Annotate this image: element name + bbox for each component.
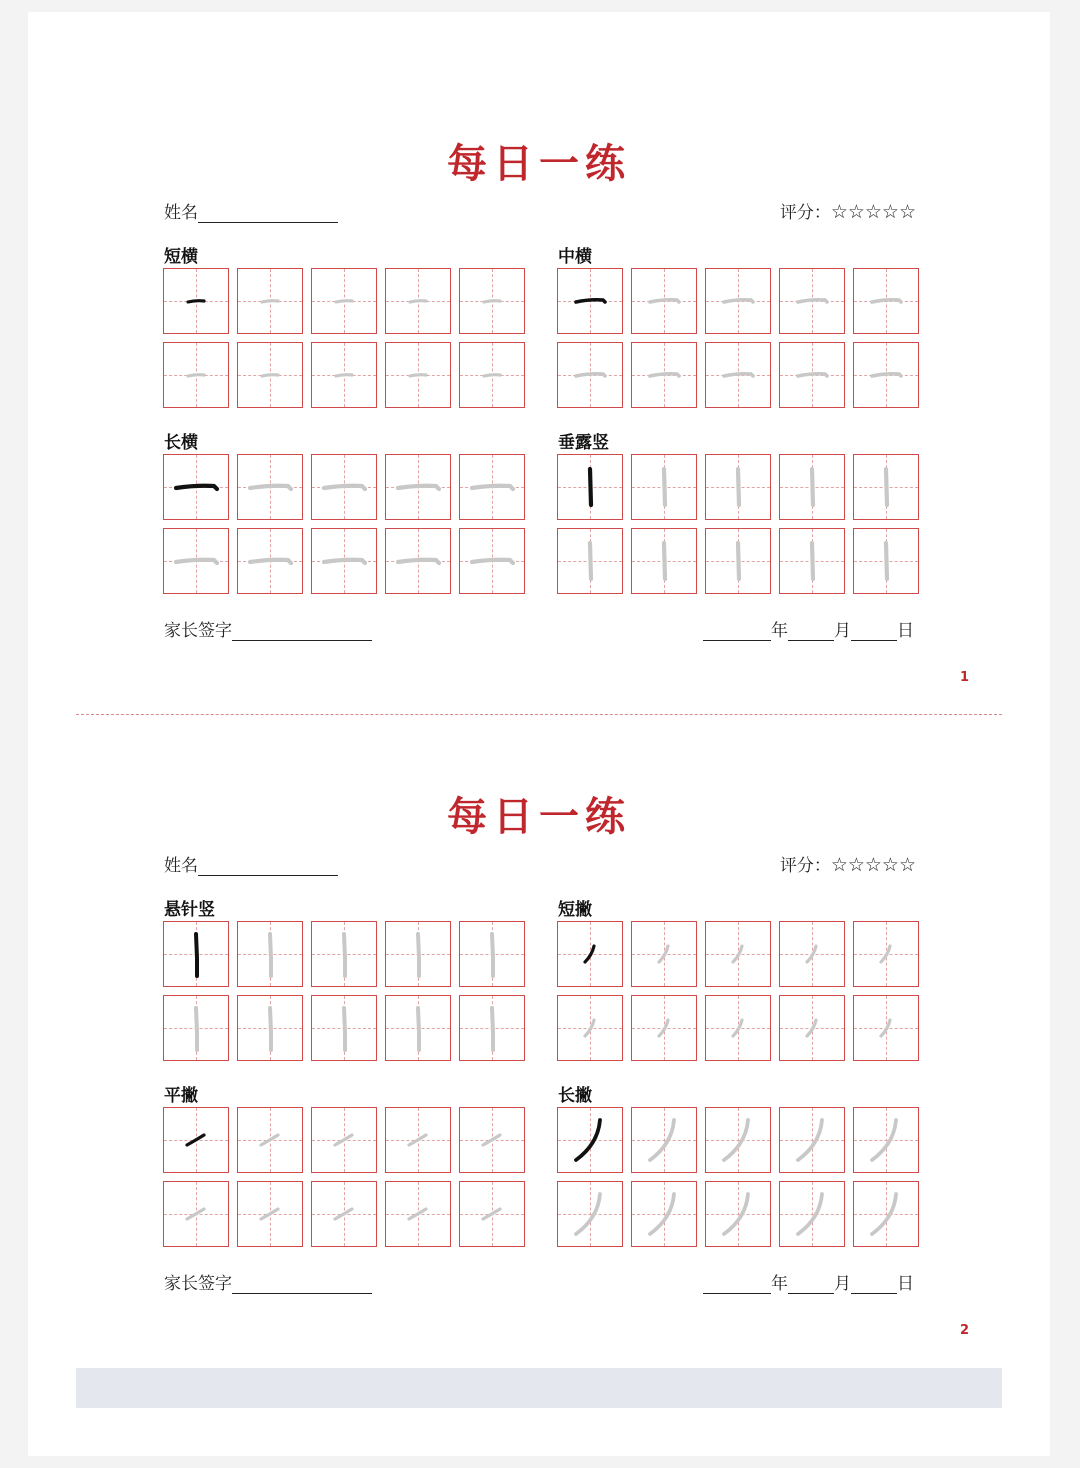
medium-horizontal-stroke-icon (854, 269, 918, 333)
tracing-cell[interactable] (459, 1181, 525, 1247)
tracing-cell[interactable] (631, 528, 697, 594)
tracing-cell[interactable] (459, 921, 525, 987)
short-horizontal-stroke-icon (460, 269, 524, 333)
suspended-needle-vertical-stroke-icon (312, 996, 376, 1060)
short-left-falling-stroke-icon (780, 996, 844, 1060)
day-blank[interactable] (851, 1273, 897, 1294)
parent-signature[interactable] (164, 616, 372, 641)
short-left-falling-stroke-icon (706, 922, 770, 986)
tracing-cell[interactable] (557, 342, 623, 408)
long-horizontal-stroke-icon (312, 455, 376, 519)
tracing-cell[interactable] (459, 528, 525, 594)
name-field[interactable] (164, 198, 338, 223)
flat-left-falling-stroke-icon (386, 1108, 450, 1172)
long-left-falling-stroke-icon (780, 1108, 844, 1172)
group-title: 悬针竖 (164, 900, 215, 920)
practice-grid (163, 268, 525, 408)
dew-drop-vertical-stroke-icon (558, 529, 622, 593)
tracing-cell[interactable] (853, 342, 919, 408)
practice-grid (163, 454, 525, 594)
tracing-cell[interactable] (385, 921, 451, 987)
short-horizontal-stroke-icon (164, 269, 228, 333)
tracing-cell[interactable] (237, 268, 303, 334)
name-field[interactable] (164, 851, 338, 876)
tracing-cell[interactable] (163, 342, 229, 408)
tracing-cell[interactable] (779, 454, 845, 520)
sign-blank[interactable] (232, 620, 372, 641)
tracing-cell[interactable] (705, 995, 771, 1061)
tracing-cell[interactable] (557, 528, 623, 594)
flat-left-falling-stroke-icon (312, 1108, 376, 1172)
tracing-cell[interactable] (385, 1181, 451, 1247)
practice-grid (557, 268, 919, 408)
suspended-needle-vertical-stroke-icon (238, 996, 302, 1060)
tracing-cell[interactable] (163, 528, 229, 594)
tracing-cell[interactable] (237, 921, 303, 987)
long-left-falling-stroke-icon (780, 1182, 844, 1246)
tracing-cell[interactable] (557, 1181, 623, 1247)
long-horizontal-stroke-icon (460, 455, 524, 519)
tracing-cell[interactable] (237, 342, 303, 408)
medium-horizontal-stroke-icon (558, 343, 622, 407)
tracing-cell[interactable] (705, 454, 771, 520)
long-horizontal-stroke-icon (386, 455, 450, 519)
sheet-2 (28, 665, 1050, 1338)
sign-label: 家长签字 (164, 1274, 232, 1294)
tracing-cell[interactable] (631, 1181, 697, 1247)
tracing-cell[interactable] (779, 1107, 845, 1173)
group-title: 短横 (164, 247, 198, 267)
long-horizontal-stroke-icon (238, 455, 302, 519)
page-number: 2 (960, 1323, 970, 1338)
medium-horizontal-stroke-icon (780, 269, 844, 333)
tracing-cell[interactable] (385, 1107, 451, 1173)
long-left-falling-stroke-icon (558, 1108, 622, 1172)
tracing-cell[interactable] (459, 454, 525, 520)
tracing-cell[interactable] (631, 454, 697, 520)
tracing-cell[interactable] (237, 995, 303, 1061)
date-field[interactable] (703, 1269, 914, 1294)
short-horizontal-stroke-icon (164, 343, 228, 407)
model-cell[interactable] (557, 454, 623, 520)
short-left-falling-stroke-icon (854, 996, 918, 1060)
tracing-cell[interactable] (705, 1181, 771, 1247)
name-blank[interactable] (198, 202, 338, 223)
tracing-cell[interactable] (853, 1107, 919, 1173)
tracing-cell[interactable] (779, 342, 845, 408)
year-label: 年 (771, 621, 788, 641)
dew-drop-vertical-stroke-icon (706, 455, 770, 519)
tracing-cell[interactable] (631, 268, 697, 334)
group-title: 平撇 (164, 1086, 198, 1106)
tracing-cell[interactable] (705, 1107, 771, 1173)
month-label: 月 (834, 1274, 851, 1294)
name-label: 姓名 (164, 203, 198, 223)
medium-horizontal-stroke-icon (632, 343, 696, 407)
tracing-cell[interactable] (385, 268, 451, 334)
tracing-cell[interactable] (459, 995, 525, 1061)
tracing-cell[interactable] (853, 995, 919, 1061)
suspended-needle-vertical-stroke-icon (164, 922, 228, 986)
tracing-cell[interactable] (311, 921, 377, 987)
practice-grid (557, 921, 919, 1061)
group-title: 垂露竖 (558, 433, 609, 453)
flat-left-falling-stroke-icon (386, 1182, 450, 1246)
bottom-bar (76, 1368, 1002, 1408)
flat-left-falling-stroke-icon (460, 1108, 524, 1172)
dew-drop-vertical-stroke-icon (632, 529, 696, 593)
dew-drop-vertical-stroke-icon (706, 529, 770, 593)
flat-left-falling-stroke-icon (238, 1108, 302, 1172)
tracing-cell[interactable] (385, 454, 451, 520)
tracing-cell[interactable] (631, 921, 697, 987)
long-left-falling-stroke-icon (632, 1182, 696, 1246)
tracing-cell[interactable] (705, 921, 771, 987)
suspended-needle-vertical-stroke-icon (312, 922, 376, 986)
long-horizontal-stroke-icon (460, 529, 524, 593)
tracing-cell[interactable] (853, 921, 919, 987)
long-left-falling-stroke-icon (854, 1182, 918, 1246)
short-horizontal-stroke-icon (460, 343, 524, 407)
medium-horizontal-stroke-icon (706, 343, 770, 407)
tracing-cell[interactable] (237, 1107, 303, 1173)
long-horizontal-stroke-icon (164, 529, 228, 593)
tracing-cell[interactable] (385, 528, 451, 594)
long-left-falling-stroke-icon (854, 1108, 918, 1172)
tracing-cell[interactable] (385, 995, 451, 1061)
long-left-falling-stroke-icon (706, 1108, 770, 1172)
month-blank[interactable] (788, 1273, 834, 1294)
tracing-cell[interactable] (779, 921, 845, 987)
short-horizontal-stroke-icon (312, 343, 376, 407)
tracing-cell[interactable] (631, 995, 697, 1061)
day-label: 日 (897, 1274, 914, 1294)
tracing-cell[interactable] (705, 342, 771, 408)
tracing-cell[interactable] (237, 528, 303, 594)
score-label: 评分： (779, 203, 831, 223)
long-left-falling-stroke-icon (706, 1182, 770, 1246)
model-cell[interactable] (557, 268, 623, 334)
tracing-cell[interactable] (631, 1107, 697, 1173)
medium-horizontal-stroke-icon (854, 343, 918, 407)
flat-left-falling-stroke-icon (238, 1182, 302, 1246)
model-cell[interactable] (163, 921, 229, 987)
short-horizontal-stroke-icon (386, 343, 450, 407)
short-left-falling-stroke-icon (854, 922, 918, 986)
month-label: 月 (834, 621, 851, 641)
tracing-cell[interactable] (779, 1181, 845, 1247)
practice-grid (163, 921, 525, 1061)
model-cell[interactable] (163, 1107, 229, 1173)
group-title: 长横 (164, 433, 198, 453)
tracing-cell[interactable] (237, 454, 303, 520)
dew-drop-vertical-stroke-icon (780, 455, 844, 519)
tracing-cell[interactable] (705, 528, 771, 594)
tracing-cell[interactable] (163, 1181, 229, 1247)
sheet-title: 每日一练 (447, 793, 631, 840)
sign-blank[interactable] (232, 1273, 372, 1294)
tracing-cell[interactable] (557, 995, 623, 1061)
suspended-needle-vertical-stroke-icon (386, 922, 450, 986)
day-label: 日 (897, 621, 914, 641)
tracing-cell[interactable] (459, 268, 525, 334)
tracing-cell[interactable] (385, 342, 451, 408)
suspended-needle-vertical-stroke-icon (238, 922, 302, 986)
score-label: 评分： (779, 856, 831, 876)
flat-left-falling-stroke-icon (460, 1182, 524, 1246)
name-blank[interactable] (198, 855, 338, 876)
tracing-cell[interactable] (311, 268, 377, 334)
tracing-cell[interactable] (853, 528, 919, 594)
practice-grid (557, 454, 919, 594)
rating-stars[interactable]: ☆☆☆☆☆ (830, 854, 916, 876)
year-label: 年 (771, 1274, 788, 1294)
long-horizontal-stroke-icon (238, 529, 302, 593)
flat-left-falling-stroke-icon (164, 1182, 228, 1246)
dew-drop-vertical-stroke-icon (854, 455, 918, 519)
group-title: 长撇 (558, 1086, 592, 1106)
short-horizontal-stroke-icon (238, 269, 302, 333)
tracing-cell[interactable] (237, 1181, 303, 1247)
practice-grid (557, 1107, 919, 1247)
tracing-cell[interactable] (779, 995, 845, 1061)
sheet-title: 每日一练 (447, 140, 631, 187)
short-left-falling-stroke-icon (558, 996, 622, 1060)
year-blank[interactable] (703, 620, 771, 641)
long-horizontal-stroke-icon (386, 529, 450, 593)
short-horizontal-stroke-icon (312, 269, 376, 333)
short-left-falling-stroke-icon (632, 996, 696, 1060)
year-blank[interactable] (703, 1273, 771, 1294)
suspended-needle-vertical-stroke-icon (386, 996, 450, 1060)
day-blank[interactable] (851, 620, 897, 641)
short-horizontal-stroke-icon (238, 343, 302, 407)
tracing-cell[interactable] (311, 1107, 377, 1173)
score-field (780, 198, 916, 223)
dew-drop-vertical-stroke-icon (780, 529, 844, 593)
score-field (780, 851, 916, 876)
tracing-cell[interactable] (311, 342, 377, 408)
long-left-falling-stroke-icon (632, 1108, 696, 1172)
model-cell[interactable] (557, 921, 623, 987)
tracing-cell[interactable] (779, 528, 845, 594)
tracing-cell[interactable] (311, 454, 377, 520)
sheet-1 (28, 12, 1050, 685)
group-title: 中横 (558, 247, 592, 267)
page-number: 1 (960, 670, 970, 685)
tracing-cell[interactable] (705, 268, 771, 334)
tracing-cell[interactable] (459, 342, 525, 408)
date-field[interactable] (703, 616, 914, 641)
tracing-cell[interactable] (459, 1107, 525, 1173)
tracing-cell[interactable] (163, 995, 229, 1061)
dew-drop-vertical-stroke-icon (558, 455, 622, 519)
sign-label: 家长签字 (164, 621, 232, 641)
short-left-falling-stroke-icon (780, 922, 844, 986)
model-cell[interactable] (163, 454, 229, 520)
short-horizontal-stroke-icon (386, 269, 450, 333)
practice-grid (163, 1107, 525, 1247)
tracing-cell[interactable] (779, 268, 845, 334)
dew-drop-vertical-stroke-icon (854, 529, 918, 593)
group-title: 短撇 (558, 900, 592, 920)
tracing-cell[interactable] (311, 528, 377, 594)
tracing-cell[interactable] (311, 995, 377, 1061)
medium-horizontal-stroke-icon (632, 269, 696, 333)
short-left-falling-stroke-icon (706, 996, 770, 1060)
month-blank[interactable] (788, 620, 834, 641)
worksheet-paper (28, 12, 1050, 1456)
tracing-cell[interactable] (853, 268, 919, 334)
short-left-falling-stroke-icon (632, 922, 696, 986)
long-horizontal-stroke-icon (312, 529, 376, 593)
medium-horizontal-stroke-icon (706, 269, 770, 333)
parent-signature[interactable] (164, 1269, 372, 1294)
model-cell[interactable] (163, 268, 229, 334)
tracing-cell[interactable] (853, 1181, 919, 1247)
flat-left-falling-stroke-icon (312, 1182, 376, 1246)
short-left-falling-stroke-icon (558, 922, 622, 986)
medium-horizontal-stroke-icon (558, 269, 622, 333)
medium-horizontal-stroke-icon (780, 343, 844, 407)
tracing-cell[interactable] (631, 342, 697, 408)
name-label: 姓名 (164, 856, 198, 876)
dew-drop-vertical-stroke-icon (632, 455, 696, 519)
tracing-cell[interactable] (311, 1181, 377, 1247)
suspended-needle-vertical-stroke-icon (164, 996, 228, 1060)
suspended-needle-vertical-stroke-icon (460, 922, 524, 986)
model-cell[interactable] (557, 1107, 623, 1173)
flat-left-falling-stroke-icon (164, 1108, 228, 1172)
suspended-needle-vertical-stroke-icon (460, 996, 524, 1060)
rating-stars[interactable]: ☆☆☆☆☆ (830, 201, 916, 223)
long-horizontal-stroke-icon (164, 455, 228, 519)
long-left-falling-stroke-icon (558, 1182, 622, 1246)
tracing-cell[interactable] (853, 454, 919, 520)
